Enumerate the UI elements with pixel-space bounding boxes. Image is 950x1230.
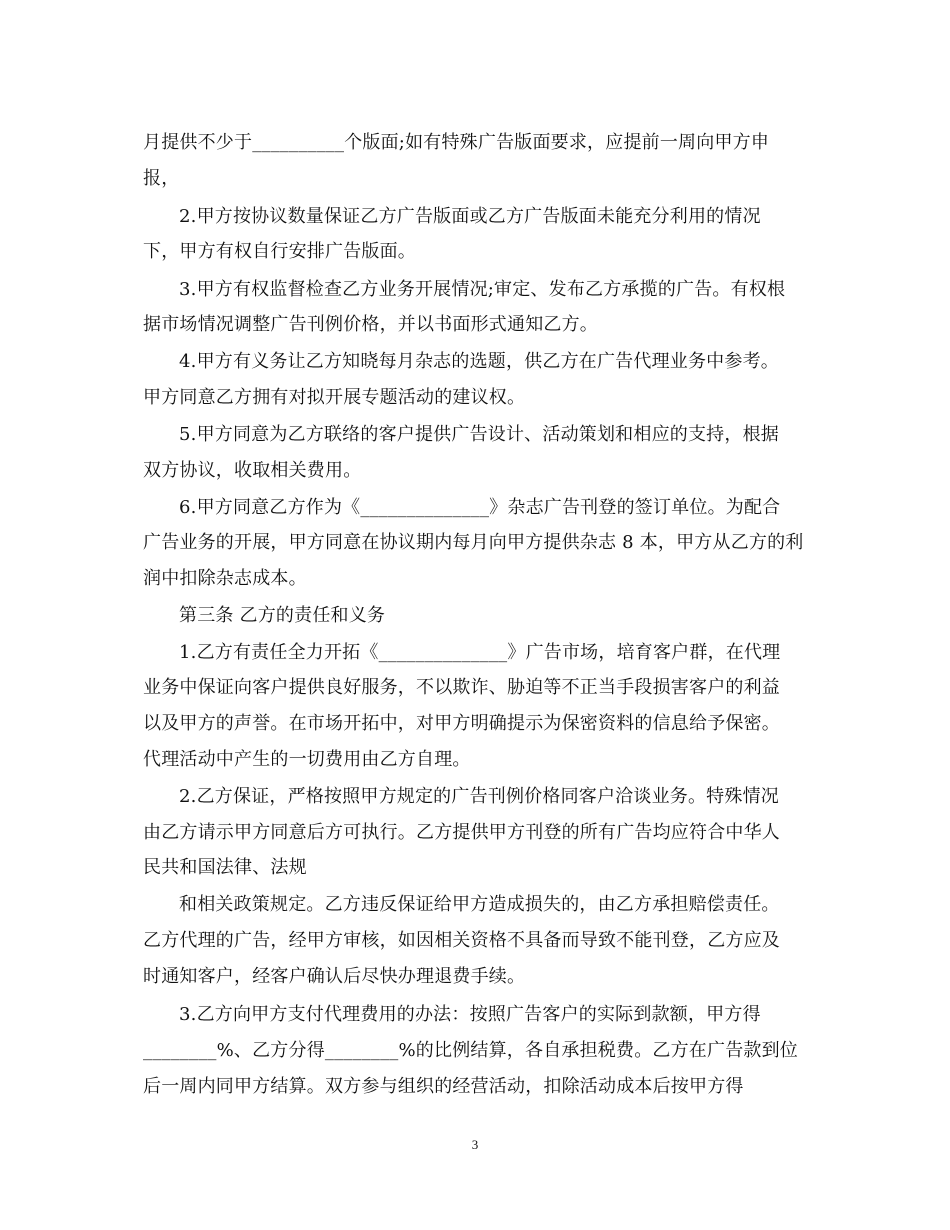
text-line: 由乙方请示甲方同意后方可执行。乙方提供甲方刊登的所有广告均应符合中华人: [143, 822, 780, 843]
paragraph-5-line: 5.甲方同意为乙方联络的客户提供广告设计、活动策划和相应的支持，根据: [179, 424, 779, 445]
paragraph-6-line: 6.甲方同意乙方作为《______________》杂志广告刊登的签订单位。为配合: [179, 497, 781, 518]
paragraph-b1-line: 1.乙方有责任全力开拓《______________》广告市场，培育客户群，在代理: [179, 642, 781, 663]
text-line: ________%、乙方分得________%的比例结算，各自承担税费。乙方在广告款到位: [143, 1040, 799, 1061]
section-heading: 第三条 乙方的责任和义务: [179, 605, 386, 626]
text-line: 民共和国法律、法规: [143, 857, 307, 878]
text-line: 润中扣除杂志成本。: [143, 568, 307, 589]
paragraph-2-line: 2.甲方按协议数量保证乙方广告版面或乙方广告版面未能充分利用的情况: [179, 206, 761, 227]
paragraph-3-line: 3.甲方有权监督检查乙方业务开展情况;审定、发布乙方承揽的广告。有权根: [179, 279, 786, 300]
paragraph-b3-line: 3.乙方向甲方支付代理费用的办法：按照广告客户的实际到款额，甲方得: [179, 1004, 761, 1025]
text-line: 据市场情况调整广告刊例价格，并以书面形式通知乙方。: [143, 314, 598, 335]
text-line: 广告业务的开展，甲方同意在协议期内每月向甲方提供杂志 8 本，甲方从乙方的利: [143, 532, 804, 553]
text-line: 双方协议，收取相关费用。: [143, 460, 362, 481]
text-line: 时通知客户，经客户确认后尽快办理退费手续。: [143, 966, 526, 987]
paragraph-b2-line: 2.乙方保证，严格按照甲方规定的广告刊例价格同客户洽谈业务。特殊情况: [179, 786, 779, 807]
text-line: 下，甲方有权自行安排广告版面。: [143, 241, 416, 262]
text-line: 以及甲方的声誉。在市场开拓中，对甲方明确提示为保密资料的信息给予保密。: [143, 713, 780, 734]
paragraph-4-line: 4.甲方有义务让乙方知晓每月杂志的选题，供乙方在广告代理业务中参考。: [179, 351, 779, 372]
text-line: 甲方同意乙方拥有对拟开展专题活动的建议权。: [143, 387, 526, 408]
text-line: 月提供不少于__________个版面;如有特殊广告版面要求，应提前一周向甲方申: [143, 132, 770, 153]
text-line: 和相关政策规定。乙方违反保证给甲方造成损失的，由乙方承担赔偿责任。: [179, 894, 780, 915]
page-number: 3: [471, 1137, 479, 1152]
text-line: 后一周内同甲方结算。双方参与组织的经营活动，扣除活动成本后按甲方得: [143, 1076, 744, 1097]
text-line: 业务中保证向客户提供良好服务，不以欺诈、胁迫等不正当手段损害客户的利益: [143, 677, 780, 698]
text-line: 报，: [143, 168, 180, 189]
text-line: 代理活动中产生的一切费用由乙方自理。: [143, 749, 471, 770]
text-line: 乙方代理的广告，经甲方审核，如因相关资格不具备而导致不能刊登，乙方应及: [143, 930, 780, 951]
